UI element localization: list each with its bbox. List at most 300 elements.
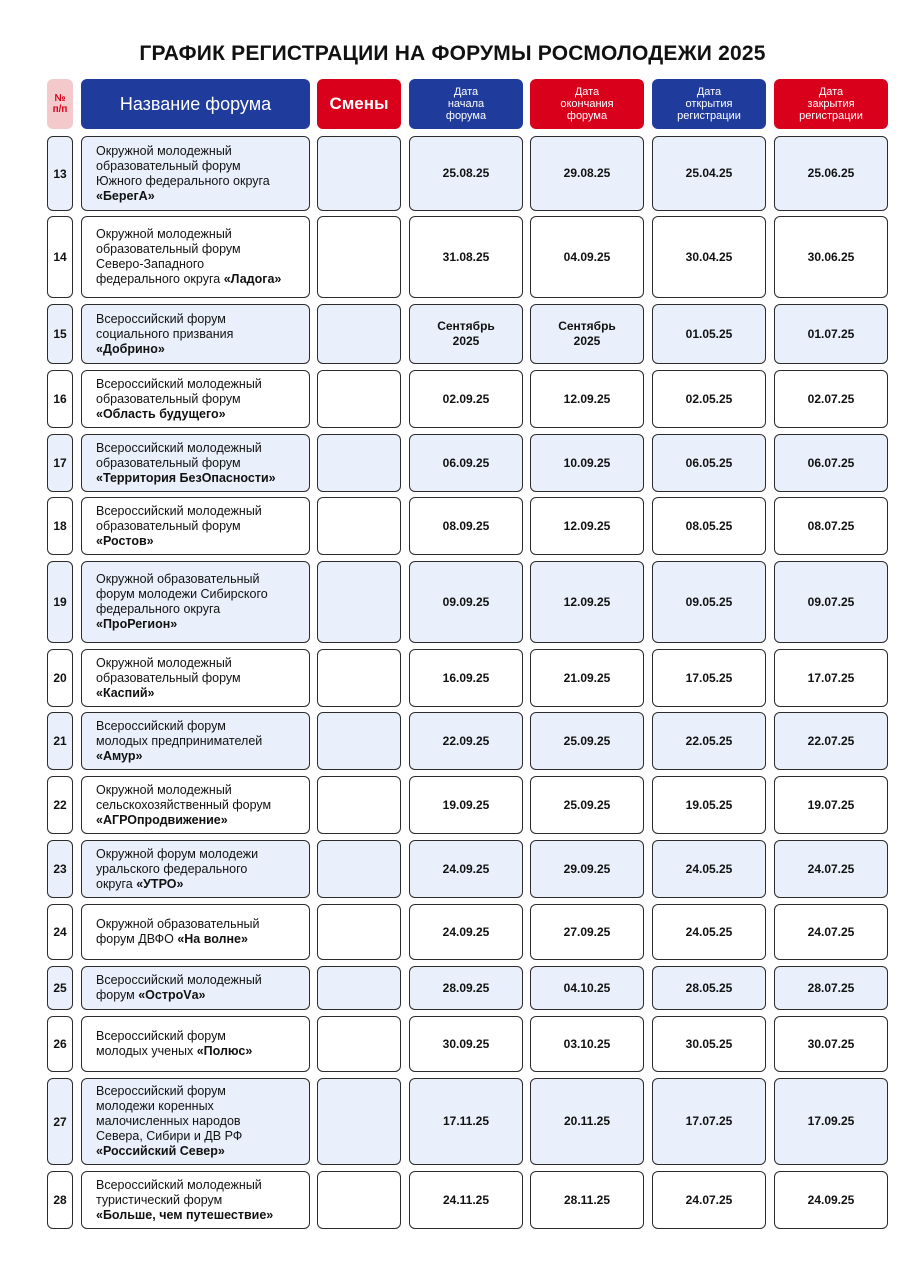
reg-open-date: 02.05.25 [685,391,733,406]
reg-close-date: 30.07.25 [807,1036,855,1051]
forum-name-bold: «Больше, чем путешествие» [96,1207,274,1222]
start-date-line: 31.08.25 [442,249,490,264]
forum-name-line: Окружной молодежный [96,655,232,670]
start-date-line: 2025 [452,334,480,348]
forum-name-bold: «ОстроVа» [138,988,206,1002]
reg-close-date-cell [774,304,888,364]
end-date [564,925,611,940]
end-date-line: 21.09.25 [563,670,611,685]
end-date-cell [530,1078,644,1165]
forum-name-line: Северо-Западного [96,257,205,271]
reg-close-date: 17.07.25 [807,670,855,685]
forum-name-line: молодежи коренных [96,1099,214,1113]
forum-name-line: образовательный форум [96,670,241,685]
shifts-cell [317,370,401,428]
row-number: 22 [53,798,67,812]
forum-name-line: Всероссийский форум [96,311,226,326]
start-date-line: 16.09.25 [442,670,490,685]
reg-open-date: 30.05.25 [685,1036,733,1051]
end-date-line: 12.09.25 [563,594,611,609]
row-number: 13 [53,166,67,181]
start-date [443,925,490,940]
reg-close-date-cell [774,904,888,960]
row-number: 19 [53,595,67,609]
header-reg-close [774,79,888,129]
shifts-cell [317,434,401,492]
end-date-cell [530,840,644,898]
row-number: 14 [53,250,67,264]
forum-name-line: Южного федерального округа [96,173,270,188]
forum-name-line: Окружной молодежный [96,227,232,241]
reg-close-date: 24.07.25 [807,861,855,876]
forum-name-bold: «БерегА» [96,188,155,203]
reg-close-date-cell [774,1171,888,1229]
reg-close-date-cell [774,216,888,298]
end-date-line: 12.09.25 [563,391,611,406]
forum-name-line-plain: форум ДВФО [96,932,178,946]
shifts-cell [317,561,401,643]
end-date [564,798,611,813]
forum-name [96,312,233,357]
reg-close-date-cell [774,136,888,211]
reg-open-date-cell [652,216,766,298]
reg-open-date-cell [652,712,766,770]
row-number-cell [47,649,73,707]
shifts-cell [317,216,401,298]
reg-open-date-cell [652,840,766,898]
page-title: ГРАФИК РЕГИСТРАЦИИ НА ФОРУМЫ РОСМОЛОДЕЖИ 2025 [139,42,766,65]
forum-name-cell [81,712,310,770]
forum-name [96,973,262,1003]
start-date-cell [409,1171,523,1229]
end-date-line: 10.09.25 [563,455,611,470]
reg-open-date-cell [652,434,766,492]
forum-name-line: сельскохозяйственный форум [96,797,272,812]
reg-close-date-cell [774,561,888,643]
start-date-cell [409,497,523,555]
forum-name-line: образовательный форум [96,455,241,470]
end-date-line: 27.09.25 [563,924,611,939]
end-date-cell [530,966,644,1010]
start-date [443,392,490,407]
forum-name-line-plain: федерального округа [96,272,224,286]
end-date-cell [530,561,644,643]
start-date [443,734,490,749]
forum-name-cell [81,216,310,298]
start-date [443,250,490,265]
forum-name [96,783,271,828]
reg-open-date-cell [652,136,766,211]
header-shifts: Смены [317,79,401,129]
forum-name-bold: «ПроРегион» [96,617,178,631]
row-number-cell [47,1016,73,1072]
forum-name-cell [81,370,310,428]
header-forum-name: Название форума [81,79,310,129]
end-date [564,456,611,471]
forum-name-line: федерального округа [96,602,221,616]
forum-name-bold: «Область будущего» [96,406,226,421]
row-number-cell [47,1078,73,1165]
forum-name-cell [81,1016,310,1072]
forum-name-last-line [96,813,271,828]
forum-name-line: образовательный форум [96,391,241,406]
end-date-cell [530,1171,644,1229]
forum-name-last-line [96,189,270,204]
header-num [47,79,73,129]
forum-name-line: Всероссийский форум [96,1084,226,1098]
forum-name-line: туристический форум [96,1192,223,1207]
reg-open-date-cell [652,649,766,707]
shifts-cell [317,1078,401,1165]
shifts-cell [317,966,401,1010]
start-date-cell [409,966,523,1010]
start-date-cell [409,649,523,707]
end-date-cell [530,434,644,492]
forum-name-cell [81,966,310,1010]
end-date [558,319,616,349]
forum-name [96,441,276,486]
end-date-cell [530,497,644,555]
end-date [564,1037,611,1052]
forum-name-last-line [96,1044,252,1059]
reg-close-date-cell [774,1016,888,1072]
forum-name [96,572,268,632]
start-date [443,671,490,686]
reg-close-date-cell [774,434,888,492]
header-reg-close-line1: Дата [818,86,844,98]
end-date-cell [530,370,644,428]
header-end-line2: окончания [560,98,614,110]
forum-name-line: Всероссийский молодежный [96,1177,262,1192]
forum-name-last-line [96,877,258,892]
end-date-cell [530,216,644,298]
start-date [443,456,490,471]
reg-open-date-cell [652,904,766,960]
forum-name-line: Всероссийский форум [96,1029,226,1043]
forum-name-last-line [96,534,262,549]
header-start-line2: начала [447,98,485,110]
end-date-cell [530,712,644,770]
forum-name-bold: «Территория БезОпасности» [96,470,276,485]
forum-name-bold: «УТРО» [136,876,184,891]
reg-open-date-cell [652,1078,766,1165]
row-number-cell [47,304,73,364]
forum-name-line: Окружной форум молодежи [96,846,259,861]
shifts-cell [317,304,401,364]
end-date-line: 25.09.25 [563,797,611,812]
shifts-cell [317,840,401,898]
forum-name-line: образовательный форум [96,518,241,533]
reg-open-date-cell [652,304,766,364]
forum-name-line-plain: молодых ученых [96,1044,197,1058]
reg-close-date: 19.07.25 [807,797,855,812]
forum-name-line-plain: форум [96,988,139,1002]
reg-open-date: 24.05.25 [685,861,733,876]
header-num-line1: № [54,93,66,104]
forum-name-last-line [96,617,268,632]
forum-name-line: Всероссийский молодежный [96,503,262,518]
forum-name-bold: «Ростов» [96,533,154,548]
header-start-line3: форума [445,110,487,122]
forum-name [96,847,258,892]
header-num-line2: п/п [52,104,68,115]
start-date [443,1193,489,1208]
forum-name-last-line [96,272,281,287]
start-date-cell [409,904,523,960]
forum-name-line: Севера, Сибири и ДВ РФ [96,1129,243,1143]
start-date-line: 24.09.25 [442,924,490,939]
row-number: 15 [53,327,67,341]
start-date [443,1114,489,1129]
start-date [443,595,490,610]
reg-close-date: 22.07.25 [807,733,855,748]
reg-close-date: 25.06.25 [807,166,855,180]
forum-name-line-plain: округа [96,876,137,891]
end-date [564,671,611,686]
row-number: 27 [53,1114,67,1129]
start-date-cell [409,304,523,364]
reg-close-date-cell [774,966,888,1010]
forum-name-cell [81,136,310,211]
reg-close-date: 24.07.25 [807,924,855,939]
forum-name [96,1084,242,1159]
reg-open-date: 01.05.25 [685,326,733,341]
end-date [564,595,611,610]
end-date-line: 03.10.25 [563,1036,611,1051]
reg-close-date-cell [774,712,888,770]
reg-open-date-cell [652,497,766,555]
row-number: 17 [53,456,67,470]
row-number: 26 [53,1037,67,1051]
forum-name-cell [81,497,310,555]
start-date-cell [409,1078,523,1165]
shifts-cell [317,649,401,707]
forum-name-line: Окружной образовательный [96,572,260,586]
start-date-line: 09.09.25 [442,594,490,609]
forum-name-last-line [96,1144,242,1159]
forum-name-bold: «Полюс» [196,1044,253,1058]
forum-name-bold: «Ладога» [223,272,282,286]
end-date-line: 12.09.25 [563,518,611,533]
start-date-line: 25.08.25 [442,166,490,180]
row-number: 20 [53,671,67,685]
header-reg-open-line3: регистрации [677,110,741,122]
end-date-cell [530,649,644,707]
reg-open-date: 25.04.25 [685,166,733,180]
start-date-cell [409,434,523,492]
forum-name-cell [81,904,310,960]
reg-open-date: 17.07.25 [685,1114,733,1128]
start-date-line: 02.09.25 [442,391,490,406]
reg-close-date-cell [774,370,888,428]
header-reg-close-line3: регистрации [799,110,863,122]
start-date [437,319,495,349]
forum-name-bold: «Амур» [96,748,143,763]
start-date [443,981,490,996]
start-date-line: 22.09.25 [442,733,490,748]
row-number-cell [47,136,73,211]
forum-name-line: Окружной образовательный [96,917,260,931]
forum-name-bold: «АГРОпродвижение» [96,812,228,827]
end-date [564,1114,610,1129]
end-date-line: 04.09.25 [563,249,611,264]
forum-name [96,917,259,947]
end-date [564,862,611,877]
reg-close-date: 02.07.25 [807,391,855,406]
forum-name [96,1178,273,1223]
forum-name-cell [81,304,310,364]
end-date-line: 29.09.25 [563,861,611,876]
header-reg-open-line2: открытия [685,98,733,110]
forum-name-bold: «Добрино» [96,341,165,356]
start-date-cell [409,712,523,770]
row-number-cell [47,840,73,898]
forum-name-bold: «Каспий» [96,685,155,700]
reg-open-date-cell [652,776,766,834]
forum-name-line: Всероссийский молодежный [96,440,262,455]
reg-open-date: 19.05.25 [685,797,733,812]
end-date [564,734,611,749]
reg-close-date: 17.09.25 [807,1114,855,1128]
start-date-line: 28.09.25 [442,980,490,995]
start-date [443,519,490,534]
end-date-cell [530,304,644,364]
row-number-cell [47,370,73,428]
row-number: 18 [53,519,67,533]
row-number: 23 [53,862,67,876]
forum-name [96,719,262,764]
start-date-line: Сентябрь [437,319,495,333]
forum-name-line: Всероссийский молодежный [96,973,262,987]
forum-name-last-line [96,471,276,486]
reg-open-date-cell [652,1016,766,1072]
start-date-line: 17.11.25 [442,1114,490,1128]
forum-name [96,144,270,204]
start-date-cell [409,840,523,898]
end-date [564,392,611,407]
forum-name [96,377,262,422]
end-date [564,519,611,534]
reg-open-date: 08.05.25 [685,518,733,533]
forum-name-cell [81,1171,310,1229]
end-date [564,1193,610,1208]
reg-open-date: 30.04.25 [685,249,733,264]
start-date [443,798,490,813]
end-date-cell [530,904,644,960]
start-date-line: 24.11.25 [442,1192,490,1207]
forum-name-last-line [96,749,262,764]
reg-open-date: 09.05.25 [685,594,733,609]
forum-name [96,227,281,287]
row-number-cell [47,966,73,1010]
start-date-line: 06.09.25 [442,455,490,470]
end-date-line: 25.09.25 [563,733,611,748]
header-start-date [409,79,523,129]
forum-name-line: образовательный форум [96,158,241,173]
row-number-cell [47,904,73,960]
end-date [564,166,611,181]
reg-close-date: 24.09.25 [807,1192,855,1207]
forum-name [96,504,262,549]
shifts-cell [317,904,401,960]
forum-name-cell [81,1078,310,1165]
start-date-line: 08.09.25 [442,518,490,533]
forum-name-line: Окружной молодежный [96,782,232,797]
reg-close-date: 01.07.25 [807,326,855,341]
forum-name-line: малочисленных народов [96,1114,241,1128]
reg-open-date-cell [652,370,766,428]
row-number-cell [47,216,73,298]
end-date-line: 20.11.25 [563,1114,611,1128]
reg-close-date: 30.06.25 [807,249,855,264]
forum-name-line: молодых предпринимателей [96,733,263,748]
forum-name-line: Всероссийский молодежный [96,376,262,391]
forum-name-cell [81,434,310,492]
start-date-line: 24.09.25 [442,861,490,876]
header-end-line1: Дата [574,86,600,98]
forum-name-cell [81,776,310,834]
shifts-cell [317,776,401,834]
reg-close-date: 28.07.25 [807,980,855,995]
start-date-cell [409,370,523,428]
end-date-cell [530,136,644,211]
shifts-cell [317,712,401,770]
start-date-cell [409,136,523,211]
row-number: 21 [53,734,67,748]
start-date-line: 19.09.25 [442,797,490,812]
end-date-line: 2025 [573,334,601,348]
reg-open-date-cell [652,1171,766,1229]
header-end-date [530,79,644,129]
forum-name-cell [81,840,310,898]
end-date-line: 28.11.25 [563,1192,611,1207]
header-end-line3: форума [566,110,608,122]
header-reg-open-line1: Дата [696,86,722,98]
forum-name-last-line [96,342,233,357]
forum-name-cell [81,561,310,643]
forum-name-last-line [96,1208,273,1223]
forum-name-bold: «Российский Север» [96,1144,225,1158]
shifts-cell [317,1171,401,1229]
row-number: 24 [53,925,67,939]
shifts-cell [317,136,401,211]
forum-name-line: образовательный форум [96,242,241,256]
row-number: 28 [53,1193,67,1207]
forum-name [96,1029,252,1059]
end-date-line: 04.10.25 [563,980,611,995]
reg-close-date-cell [774,1078,888,1165]
start-date [443,862,490,877]
start-date-line: 30.09.25 [442,1036,490,1051]
forum-name-line: форум молодежи Сибирского [96,587,268,601]
forum-name-line: социального призвания [96,326,234,341]
row-number-cell [47,776,73,834]
reg-open-date: 17.05.25 [685,670,733,685]
forum-name-line: уральского федерального [96,861,248,876]
header-reg-open [652,79,766,129]
reg-close-date-cell [774,840,888,898]
end-date-line: 29.08.25 [563,166,611,180]
end-date-cell [530,1016,644,1072]
reg-close-date: 06.07.25 [807,455,855,470]
start-date [443,1037,490,1052]
forum-name [96,656,241,701]
header-start-line1: Дата [453,86,479,98]
reg-open-date: 28.05.25 [685,980,733,995]
reg-close-date-cell [774,497,888,555]
forum-name-line: Окружной молодежный [96,143,232,158]
start-date-cell [409,776,523,834]
